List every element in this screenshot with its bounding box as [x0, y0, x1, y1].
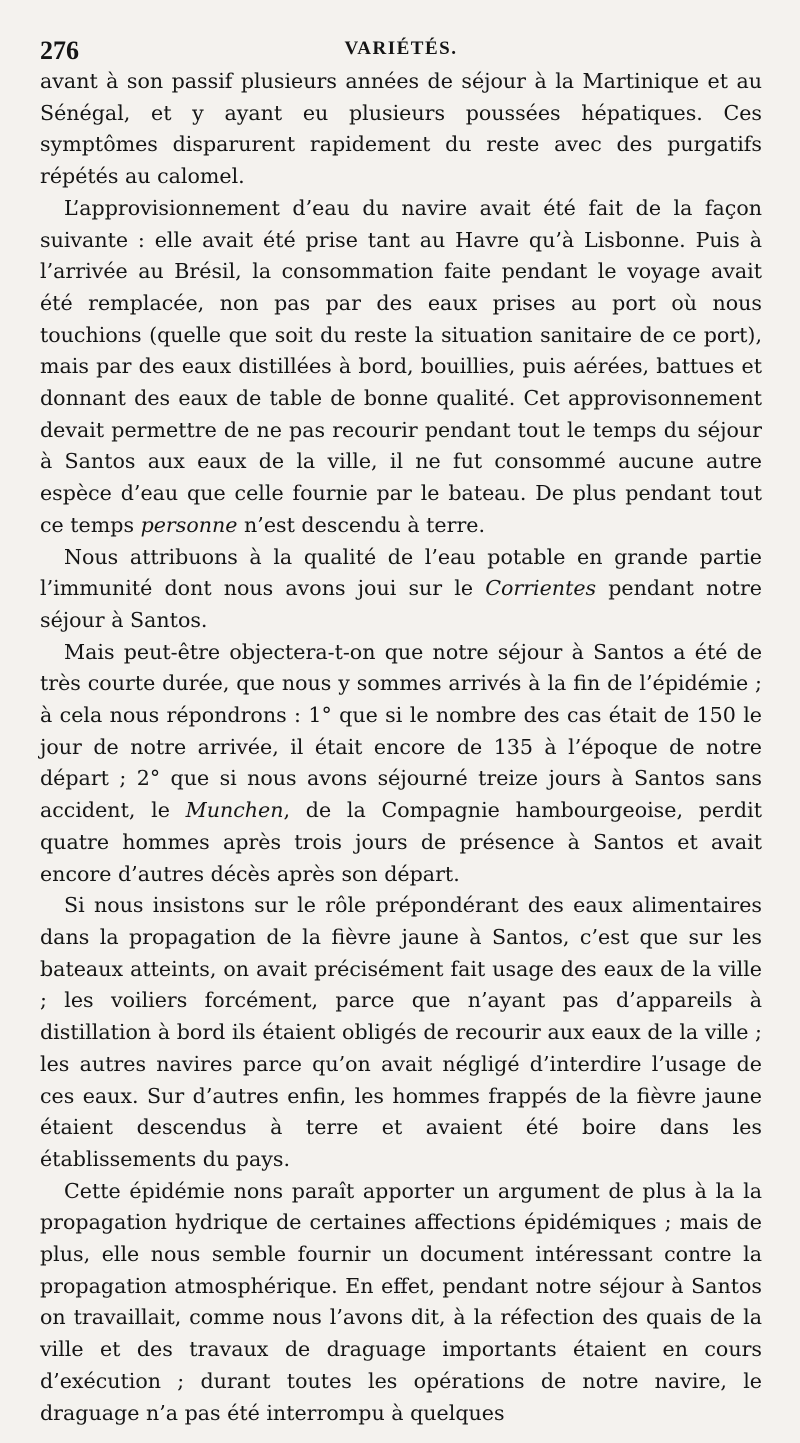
paragraph-objection: [40, 637, 762, 891]
running-head: [40, 30, 762, 66]
ship-name: Corrientes: [485, 576, 597, 601]
paragraph-text: Cette épidémie nons paraît apporter un argument de plus à la la propagation hydrique de certaines affections épidémiques ; mais de plus, elle nous semble fournir un document intéressant contre la propagation atmosphérique. En effet, pendant notre séjour à Santos on travaillait, comme nous l’avons dit, à la réfection des quais de la ville et des travaux de draguage importants étaient en cours d’exécution ; durant toutes les opérations de notre navire, le draguage n’a pas été interrompu à quelques: [40, 1178, 762, 1425]
paragraph-water-supply: [40, 193, 762, 542]
paragraph-text: pendant notre séjour à Santos.: [40, 576, 762, 632]
paragraph-text: n’est descendu à terre.: [237, 512, 486, 537]
page-number: 276: [40, 36, 79, 65]
paragraph-continued: [40, 66, 762, 193]
paragraph-text: Si nous insistons sur le rôle prépondérant des eaux alimentaires dans la propagation de la fièvre jaune à Santos, c’est que sur les bateaux atteints, on avait précisément fait usage des eaux de la ville ; les voiliers forcément, parce que n’ayant pas d’appareils à distillation à bord ils étaient obligés de recourir aux eaux de la ville ; les autres navires parce qu’on avait négligé d’interdire l’usage de ces eaux. Sur d’autres enfin, les hommes frappés de la fièvre jaune étaient descendus à terre et avaient été boire dans les établissements du pays.: [40, 893, 762, 1171]
italic-term: personne: [140, 512, 238, 537]
paragraph-immunity: [40, 542, 762, 637]
paragraph-epidemic-argument: [40, 1176, 762, 1430]
paragraph-text: L’approvisionnement d’eau du navire avait été fait de la façon suivante : elle avait été prise tant au Havre qu’à Lisbonne. Puis à l’arrivée au Brésil, la consommation faite pendant le voyage avait été remplacée, non pas par des eaux prises au port où nous touchions (quelle que soit du reste la situation sanitaire de ce port), mais par des eaux distillées à bord, bouillies, puis aérées, battues et donnant des eaux de table de bonne qualité. Cet approvisonnement devait permettre de ne pas recourir pendant tout le temps du séjour à Santos aux eaux de la ville, il ne fut consommé aucune autre espèce d’eau que celle fournie par le bateau. De plus pendant tout ce temps: [40, 195, 762, 537]
paragraph-text: Mais peut-être objectera-t-on que notre séjour à Santos a été de très courte durée, que nous y sommes arrivés à la fin de l’épidémie ; à cela nous répondrons : 1° que si le nombre des cas était de 150 le jour de notre arrivée, il était encore de 135 à l’époque de notre départ ; 2° que si nous avons séjourné treize jours à Santos sans accident, le: [40, 639, 762, 823]
paragraph-text: Nous attribuons à la qualité de l’eau potable en grande partie l’immunité dont nous avons joui sur le: [40, 544, 762, 601]
paragraph-drinking-water: [40, 890, 762, 1175]
paragraph-text: , de la Compagnie hambourgeoise, perdit quatre hommes après trois jours de présence à Santos et avait encore d’autres décès après son départ.: [40, 798, 762, 886]
body-text: [40, 66, 762, 1429]
paragraph-text: avant à son passif plusieurs années de séjour à la Martinique et au Sénégal, et y ayant eu plusieurs poussées hépatiques. Ces symptômes disparurent rapidement du reste avec des purgatifs répétés au calomel.: [40, 69, 762, 189]
ship-name: Munchen: [185, 798, 284, 823]
section-title: VARIÉTÉS.: [344, 38, 458, 59]
